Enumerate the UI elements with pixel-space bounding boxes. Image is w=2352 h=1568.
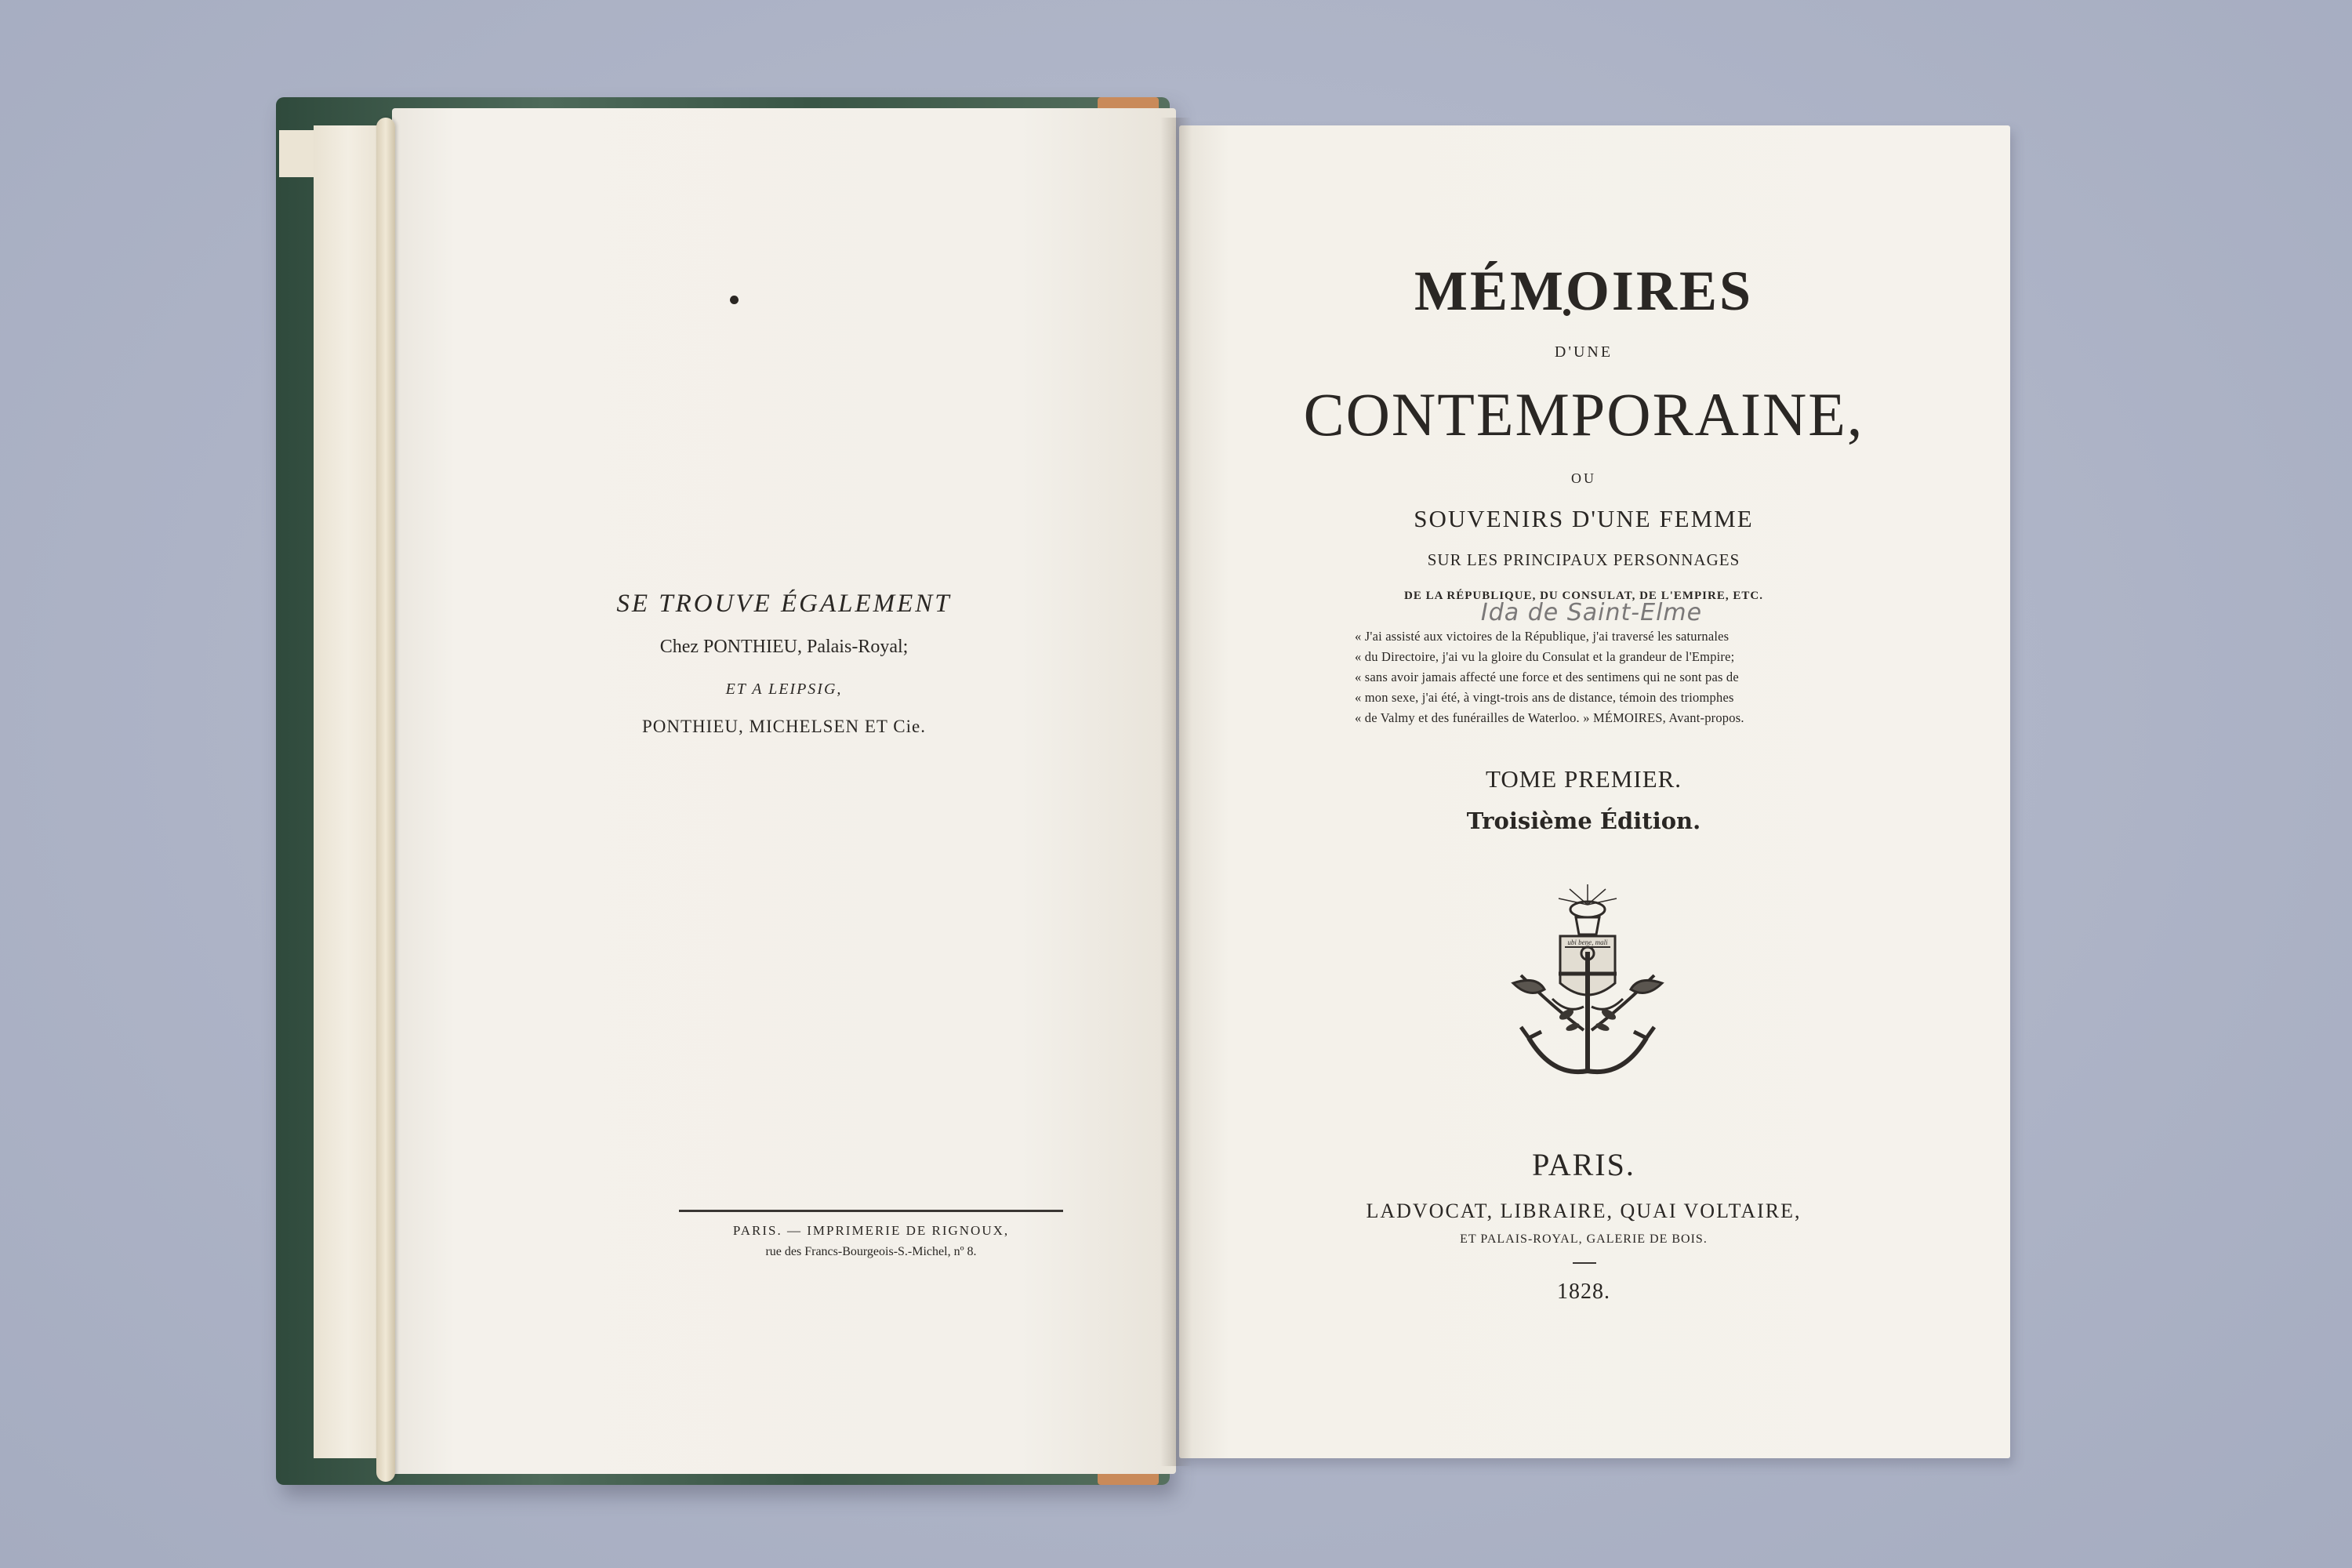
title-contemporaine: CONTEMPORAINE, bbox=[1303, 380, 1864, 448]
book-gutter bbox=[1160, 118, 1192, 1466]
epigraph-line: « mon sexe, j'ai été, à vingt-trois ans de distance, témoin des triomphes bbox=[1355, 690, 1734, 705]
publisher-address: ET PALAIS-ROYAL, GALERIE DE BOIS. bbox=[1460, 1232, 1708, 1246]
tome-premier: TOME PREMIER. bbox=[1485, 765, 1682, 793]
left-line-se-trouve: SE TROUVE ÉGALEMENT bbox=[616, 590, 952, 618]
edition-label: Troisième Édition. bbox=[1466, 808, 1701, 834]
ink-speck bbox=[730, 296, 739, 304]
left-page bbox=[392, 108, 1176, 1474]
title-memoires: MÉMOIRES bbox=[1414, 260, 1754, 322]
left-line-ponthieu: Chez PONTHIEU, Palais-Royal; bbox=[659, 637, 909, 657]
title-dune: D'UNE bbox=[1554, 343, 1613, 361]
epigraph-line: « J'ai assisté aux victoires de la République, j'ai traversé les saturnales bbox=[1355, 629, 1730, 644]
elastic-band bbox=[376, 118, 395, 1482]
publication-year: 1828. bbox=[1557, 1279, 1610, 1304]
left-line-leipsig: ET A LEIPSIG, bbox=[725, 681, 843, 698]
subtitle-souvenirs: SOUVENIRS D'UNE FEMME bbox=[1414, 505, 1754, 532]
imprint-line-2: rue des Francs-Bourgeois-S.-Michel, nº 8. bbox=[765, 1245, 977, 1258]
epigraph-line: « sans avoir jamais affecté une force et des sentimens qui ne sont pas de bbox=[1355, 670, 1739, 684]
subtitle-republique: DE LA RÉPUBLIQUE, DU CONSULAT, DE L'EMPIRE, ETC. bbox=[1404, 590, 1763, 602]
imprint-city: PARIS. bbox=[1532, 1147, 1635, 1182]
year-rule bbox=[1573, 1262, 1596, 1264]
imprint-rule bbox=[679, 1210, 1063, 1212]
publisher-line: LADVOCAT, LIBRAIRE, QUAI VOLTAIRE, bbox=[1366, 1200, 1802, 1222]
left-line-michelsen: PONTHIEU, MICHELSEN ET Cie. bbox=[642, 717, 926, 736]
anchor-emblem-icon bbox=[1497, 881, 1678, 1093]
title-ou: OU bbox=[1571, 470, 1596, 486]
imprint-line-1: PARIS. — IMPRIMERIE DE RIGNOUX, bbox=[732, 1223, 1010, 1238]
epigraph-line: « de Valmy et des funérailles de Waterloo. » MÉMOIRES, Avant-propos. bbox=[1355, 710, 1744, 725]
emblem-motto: ubi bene, mali bbox=[1567, 938, 1608, 946]
subtitle-sur: SUR LES PRINCIPAUX PERSONNAGES bbox=[1427, 550, 1740, 569]
handwritten-annotation: Ida de Saint-Elme bbox=[1480, 599, 1703, 626]
epigraph-line: « du Directoire, j'ai vu la gloire du Consulat et la grandeur de l'Empire; bbox=[1355, 649, 1735, 664]
